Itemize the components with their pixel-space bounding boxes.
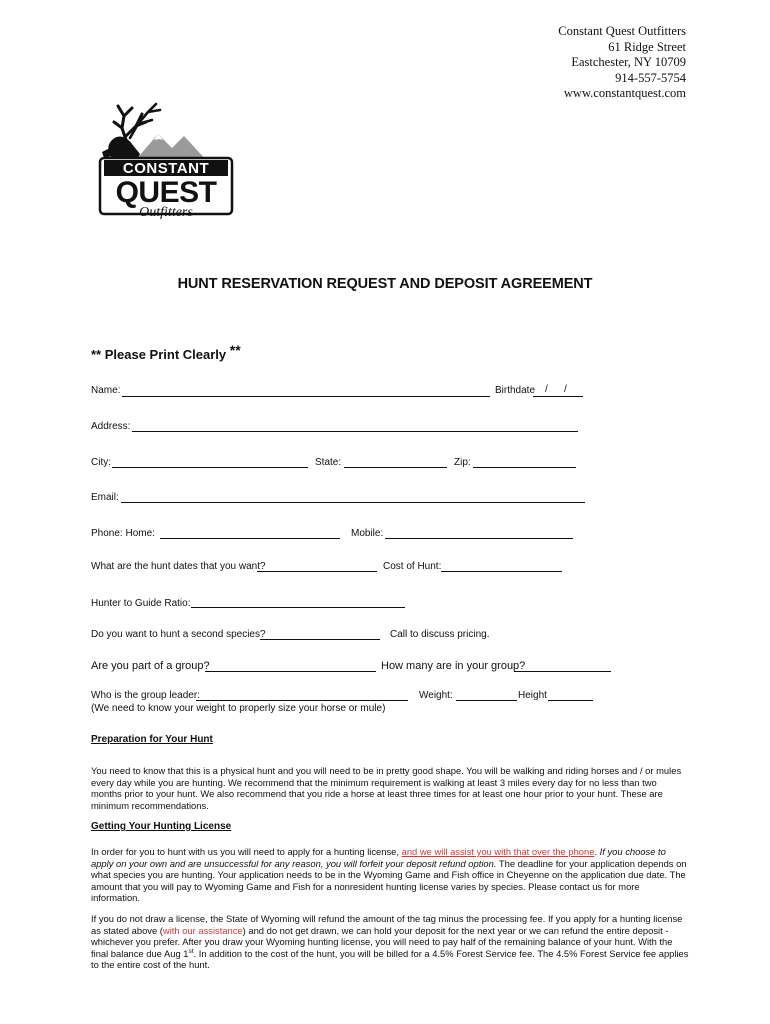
phone-home-label: Phone: Home: [91,528,155,539]
ratio-label: Hunter to Guide Ratio: [91,598,191,609]
page-title: HUNT RESERVATION REQUEST AND DEPOSIT AGREEMENT [177,276,593,292]
company-website: www.constantquest.com [563,86,686,100]
license-paragraph-1 [91,846,689,904]
license-p1-text-a: In order for you to hunt with us you will need to apply for a hunting license, [91,846,402,857]
name-field[interactable] [122,396,490,397]
second-species-field[interactable] [260,639,380,640]
address-field[interactable] [132,431,578,432]
birthdate-slash-2: / [564,384,567,395]
group-size-label: How many are in your group? [381,660,526,672]
license-p2-text-a: If you do not draw a license, the State of Wyoming will refund the amount of the tag minus the processing fee. If you apply for a hunting license as stated above ( [91,913,683,936]
call-pricing-note: Call to discuss pricing. [390,629,490,640]
license-forfeit-warning: If you choose to apply on your own and are unsuccessful for any reason, you will forfeit your deposit refund option. [91,846,666,869]
city-label: City: [91,457,111,468]
zip-label: Zip: [454,457,471,468]
email-label: Email: [91,492,119,503]
mobile-label: Mobile: [351,528,384,539]
license-assistance-note: with our assistance [162,924,243,936]
birthdate-label: Birthdate [495,385,536,396]
company-city: Eastchester, NY 10709 [571,55,686,69]
state-field[interactable] [344,467,447,468]
print-clearly-text: ** Please Print Clearly [91,347,230,362]
weight-note: (We need to know your weight to properly size your horse or mule) [91,703,386,714]
name-label: Name: [91,385,121,396]
license-p1-text-b: . [594,846,600,857]
preparation-heading: Preparation for Your Hunt [91,734,213,745]
cost-label: Cost of Hunt: [383,561,442,572]
date-ordinal: st [188,947,194,955]
mobile-field[interactable] [385,538,573,539]
height-field[interactable] [548,700,593,701]
company-phone: 914-557-5754 [615,70,686,85]
preparation-text: You need to know that this is a physical hunt and you will need to be in pretty good shape. You will be walking and riding horses and / or mules every day while you are hunting. We recommend that the minimum requirement is walking at least 3 miles every day for no less than two months prior to your hunt. We also recommend that you ride a horse at least three times for at least one hour prior to your hunt. These are minimum recommendations. [91,765,682,811]
license-p2-text-b: ) and do not get drawn, we can hold your deposit for the next year or we can refund the entire deposit - whichever you prefer. After you draw your Wyoming hunting license, you will need to pay half of the remaining balance of your hunt. With the final balance due Aug 1 [91,924,673,959]
birthdate-slash-1: / [545,384,548,395]
company-street: 61 Ridge Street [608,39,686,54]
logo-text-outfitters: Outfitters [139,205,193,220]
weight-field[interactable] [456,700,517,701]
second-species-label: Do you want to hunt a second species? [91,629,266,640]
print-clearly-asterisks: ** [229,342,241,358]
ratio-field[interactable] [191,607,405,608]
logo-text-constant: CONSTANT [122,160,210,177]
print-clearly-note [91,342,241,362]
email-field[interactable] [121,502,585,503]
group-leader-field[interactable] [196,700,408,701]
hunt-dates-field[interactable] [257,571,377,572]
group-size-field[interactable] [514,671,611,672]
group-leader-label: Who is the group leader: [91,690,200,701]
license-p2-text-c: . In addition to the cost of the hunt, you will be billed for a 4.5% Forest Service fee. The 4.5% Forest Service fee applies to the entire cost of the hunt. [91,947,689,971]
company-name: Constant Quest Outfitters [558,24,686,38]
birthdate-field[interactable] [533,396,583,397]
company-address [558,24,686,102]
height-label: Height [518,690,547,701]
license-assist-note: and we will assist you with that over the phone [401,846,595,857]
company-logo [96,100,236,222]
group-label: Are you part of a group? [91,660,210,672]
cost-field[interactable] [441,571,562,572]
phone-home-field[interactable] [160,538,340,539]
address-label: Address: [91,421,131,432]
logo-text-quest: QUEST [115,176,217,209]
group-field[interactable] [205,671,376,672]
license-paragraph-2 [91,913,689,971]
zip-field[interactable] [473,467,576,468]
hunt-dates-label: What are the hunt dates that you want? [91,561,266,572]
city-field[interactable] [112,467,308,468]
license-heading: Getting Your Hunting License [91,821,232,832]
license-p1-text-c: The deadline for your application depends on what species you are hunting. Your application needs to be in the Wyoming Game and Fish office in Cheyenne on the application due date. The amount that you will pay to Wyoming Game and Fish for a nonresident hunting license varies by species. Please contact us for more information. [91,857,687,904]
weight-label: Weight: [419,690,453,701]
state-label: State: [315,457,342,468]
